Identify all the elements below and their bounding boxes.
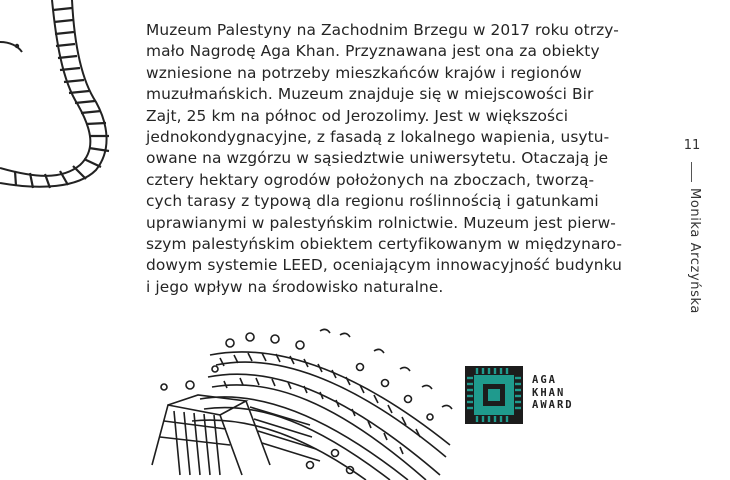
award-wordmark	[532, 374, 574, 412]
body-paragraph	[146, 20, 646, 298]
museum-illustration	[150, 325, 470, 480]
award-word: AWARD	[532, 399, 574, 411]
body-line: Muzeum Palestyny na Zachodnim Brzegu w 2017 roku otrzy-	[146, 21, 619, 39]
decorative-line-drawing	[0, 0, 120, 190]
body-line: cych tarasy z typową dla regionu roślinnością i gatunkami	[146, 192, 599, 211]
body-line: szym palestyńskim obiektem certyfikowanym w międzynaro-	[146, 235, 623, 254]
body-line: dowym systemie LEED, oceniającym innowacyjność budynku	[146, 256, 623, 275]
body-line: wzniesione na potrzeby mieszkańców krajów i regionów	[146, 63, 582, 82]
body-line: mało Nagrodę Aga Khan. Przyznawana jest ona za obiekty	[146, 42, 600, 61]
body-line: cztery hektary ogrodów położonych na zboczach, tworzą-	[146, 170, 595, 189]
body-line: jednokondygnacyjne, z fasadą z lokalnego wapienia, usytu-	[146, 128, 610, 147]
aga-khan-award-emblem	[465, 366, 523, 424]
body-line: owane na wzgórzu w sąsiedztwie uniwersytetu. Otaczają je	[146, 149, 609, 168]
page-number: 11	[683, 138, 701, 153]
body-line: i jego wpływ na środowisko naturalne.	[146, 277, 444, 296]
author-name: Monika Arczyńska	[687, 188, 702, 314]
award-word: KHAN	[532, 386, 566, 399]
sidebar-divider	[691, 162, 692, 182]
body-line: Zajt, 25 km na północ od Jerozolimy. Jest w większości	[146, 106, 569, 125]
body-line: uprawianymi w palestyńskim rolnictwie. Muzeum jest pierw-	[146, 213, 616, 232]
body-line: muzułmańskich. Muzeum znajduje się w miejscowości Bir	[146, 85, 594, 104]
award-word: AGA	[532, 374, 557, 386]
